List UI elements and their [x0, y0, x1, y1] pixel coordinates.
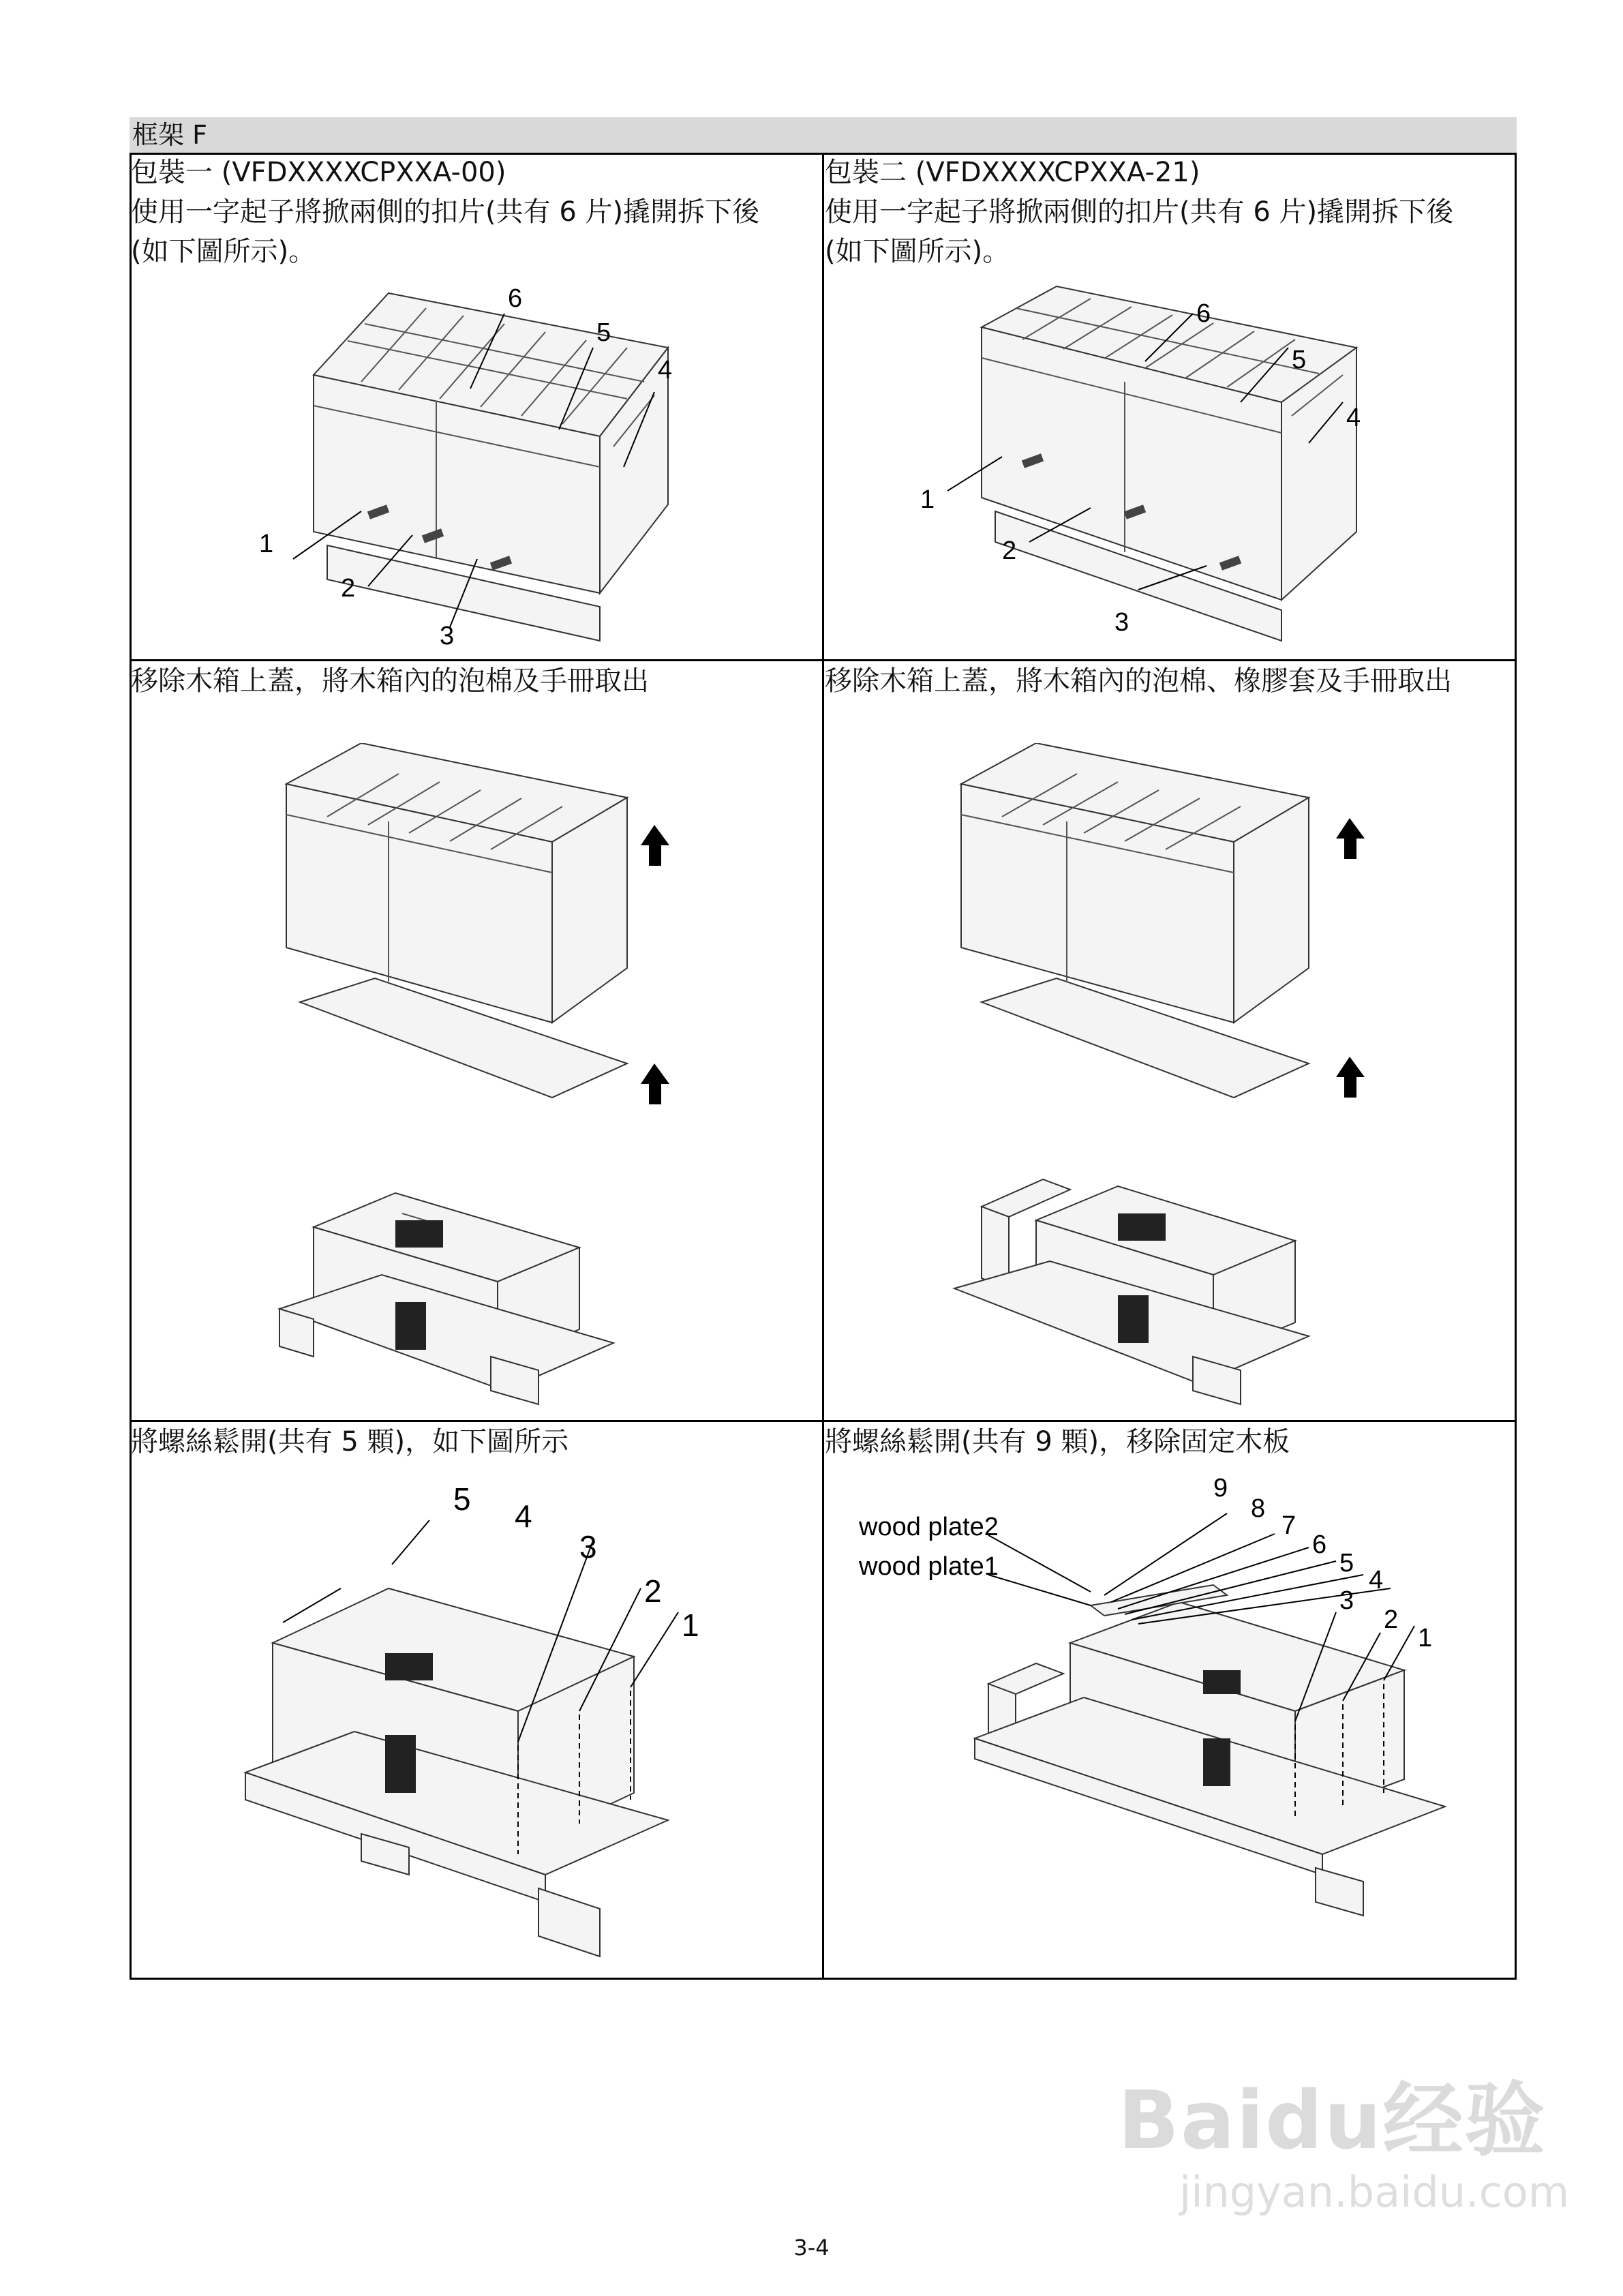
pkg2-step1-line2: (如下圖所示)。	[825, 236, 1010, 267]
pkg2-remove-lid-figure	[941, 743, 1404, 1411]
pkg2-callout-6: 6	[1196, 299, 1211, 328]
pkg1-screw-5: 5	[453, 1481, 471, 1517]
watermark-logo: Baidu经验	[1118, 2073, 1547, 2167]
row-divider-1	[130, 659, 1517, 661]
pkg2-screw-9: 9	[1213, 1474, 1228, 1502]
pkg1-callout-6: 6	[508, 284, 523, 313]
pkg2-screw-3: 3	[1339, 1586, 1354, 1615]
pkg1-callout-5: 5	[596, 318, 611, 347]
pkg1-step2-text: 移除木箱上蓋，將木箱內的泡棉及手冊取出	[131, 665, 649, 697]
pkg1-screw-2: 2	[644, 1573, 662, 1609]
wood-plate2-label: wood plate2	[859, 1513, 999, 1541]
section-title: 框架 F	[130, 117, 1517, 153]
pkg2-screw-8: 8	[1251, 1494, 1266, 1523]
pkg2-screw-4: 4	[1369, 1566, 1384, 1595]
pkg2-callout-3: 3	[1114, 608, 1129, 637]
pkg2-callout-5: 5	[1292, 346, 1307, 374]
pkg2-loosen-screws-figure	[859, 1466, 1500, 1970]
pkg1-crate-open-figure	[245, 273, 709, 654]
pkg2-crate-open-figure	[920, 273, 1397, 654]
pkg1-callout-3: 3	[440, 622, 455, 650]
pkg2-callout-2: 2	[1002, 537, 1017, 565]
pkg1-callout-2: 2	[341, 574, 356, 603]
pkg1-step3-text: 將螺絲鬆開(共有 5 顆)，如下圖所示	[131, 1426, 569, 1457]
pkg1-loosen-screws-figure	[232, 1466, 750, 1970]
pkg1-remove-lid-figure	[259, 743, 709, 1411]
pkg2-screw-1: 1	[1418, 1624, 1433, 1652]
pkg2-callout-4: 4	[1346, 404, 1361, 432]
column-divider	[822, 153, 824, 1980]
pkg2-step3-text: 將螺絲鬆開(共有 9 顆)，移除固定木板	[825, 1426, 1290, 1457]
pkg1-step1-line2: (如下圖所示)。	[131, 236, 316, 267]
pkg1-screw-1: 1	[682, 1607, 699, 1643]
pkg2-callout-1: 1	[920, 485, 935, 514]
baidu-jingyan-watermark	[1118, 2055, 1570, 2217]
pkg2-header: 包裝二 (VFDXXXXCPXXA-21)	[825, 157, 1200, 188]
pkg2-screw-5: 5	[1339, 1549, 1354, 1577]
pkg2-screw-2: 2	[1384, 1605, 1399, 1634]
page-number: 3-4	[793, 2235, 830, 2261]
pkg2-step2-text: 移除木箱上蓋，將木箱內的泡棉、橡膠套及手冊取出	[825, 665, 1452, 697]
pkg1-header: 包裝一 (VFDXXXXCPXXA-00)	[131, 157, 506, 188]
pkg1-screw-3: 3	[579, 1529, 597, 1565]
pkg1-callout-1: 1	[259, 530, 274, 558]
pkg2-screw-7: 7	[1281, 1511, 1296, 1540]
pkg1-step1-line1: 使用一字起子將掀兩側的扣片(共有 6 片)撬開拆下後	[131, 196, 760, 228]
pkg1-screw-4: 4	[515, 1498, 532, 1534]
watermark-url: jingyan.baidu.com	[1179, 2167, 1570, 2217]
pkg2-step1-line1: 使用一字起子將掀兩側的扣片(共有 6 片)撬開拆下後	[825, 196, 1454, 228]
wood-plate1-label: wood plate1	[859, 1552, 999, 1581]
pkg2-screw-6: 6	[1312, 1530, 1327, 1559]
pkg1-callout-4: 4	[658, 356, 673, 384]
row-divider-2	[130, 1420, 1517, 1422]
